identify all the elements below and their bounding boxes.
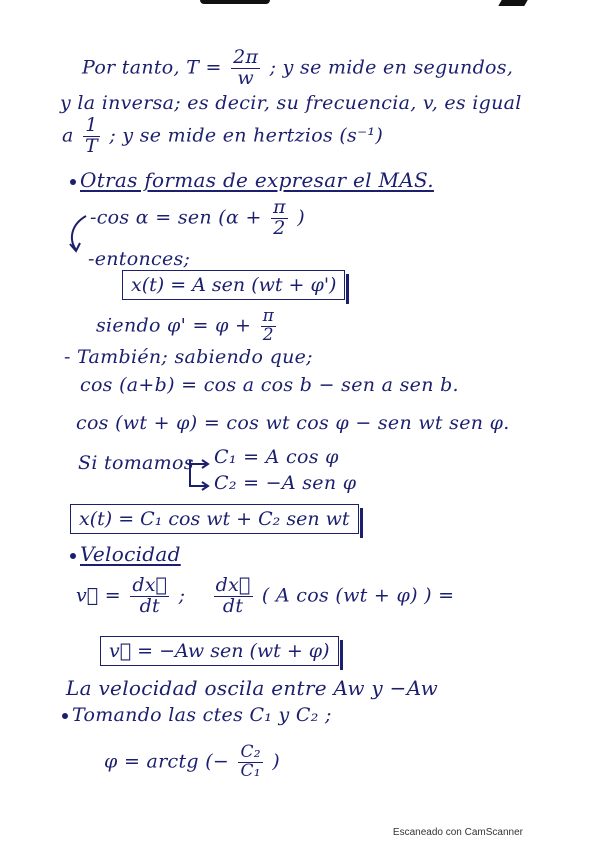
fraction-numerator: C₂ bbox=[240, 742, 261, 762]
box-shadow bbox=[360, 508, 363, 538]
equation-text: x(t) = C₁ cos wt + C₂ sen wt bbox=[79, 508, 350, 530]
bullet-dot bbox=[62, 713, 68, 719]
fraction-denominator: w bbox=[237, 66, 254, 89]
line-period bbox=[82, 48, 513, 89]
fraction bbox=[231, 48, 260, 89]
scan-artifact bbox=[498, 0, 527, 6]
fraction bbox=[238, 744, 262, 781]
line-text: ; y se mide en hertzios (s⁻¹) bbox=[109, 124, 384, 147]
heading-text: Otras formas de expresar el MAS. bbox=[80, 168, 434, 192]
line-tambien: - También; sabiendo que; bbox=[64, 346, 313, 368]
line-text: v⃗ = bbox=[76, 584, 121, 607]
fraction bbox=[214, 576, 253, 617]
line-text: ) bbox=[272, 750, 280, 773]
line-text: Si tomamos bbox=[78, 452, 194, 474]
line-text: ; bbox=[178, 584, 186, 607]
equation-text: v⃗ = −Aw sen (wt + φ) bbox=[109, 640, 330, 662]
line-text: a bbox=[62, 124, 74, 147]
scan-artifact bbox=[200, 0, 270, 4]
fraction bbox=[261, 308, 276, 345]
line-text: Por tanto, T = bbox=[82, 56, 222, 79]
fraction-denominator: dt bbox=[222, 594, 244, 617]
boxed-equation-position bbox=[122, 270, 345, 300]
fraction-numerator: dx⃗ bbox=[215, 574, 251, 596]
bracket-arrow-icon bbox=[186, 456, 216, 492]
fraction-numerator: dx⃗ bbox=[132, 574, 168, 596]
fraction-denominator: T bbox=[84, 134, 98, 157]
box-shadow bbox=[340, 640, 343, 670]
fraction-denominator: 2 bbox=[262, 324, 274, 345]
line-text: φ = arctg (− bbox=[104, 750, 230, 773]
heading-velocidad bbox=[70, 542, 181, 566]
line-entonces: -entonces; bbox=[88, 248, 191, 270]
line-frequency: y la inversa; es decir, su frecuencia, v, es igual bbox=[60, 92, 522, 114]
fraction bbox=[130, 576, 169, 617]
bullet-dot bbox=[70, 553, 76, 559]
boxed-equation-velocity bbox=[100, 636, 339, 666]
scan-top-edge bbox=[0, 0, 599, 10]
scanner-watermark: Escaneado con CamScanner bbox=[392, 827, 523, 838]
bullet-dot bbox=[70, 179, 76, 185]
line-si-tomamos bbox=[78, 452, 194, 474]
heading-text: Velocidad bbox=[80, 542, 181, 566]
fraction-denominator: C₁ bbox=[240, 760, 261, 781]
box-shadow bbox=[346, 274, 349, 304]
line-tomando-ctes bbox=[62, 704, 332, 726]
line-c2: C₂ = −A sen φ bbox=[214, 472, 357, 494]
equation-text: x(t) = A sen (wt + φ') bbox=[131, 274, 337, 296]
fraction-numerator: 1 bbox=[85, 114, 98, 136]
line-c1: C₁ = A cos φ bbox=[214, 446, 339, 468]
line-text: siendo φ' = φ + bbox=[96, 314, 252, 337]
fraction bbox=[83, 116, 100, 157]
line-text: ( A cos (wt + φ) ) = bbox=[261, 584, 455, 607]
line-text: Tomando las ctes C₁ y C₂ ; bbox=[72, 704, 332, 726]
heading-otras-formas bbox=[70, 168, 434, 192]
fraction-numerator: π bbox=[262, 306, 275, 326]
line-velocity-oscillates: La velocidad oscila entre Aw y −Aw bbox=[66, 676, 439, 700]
line-cos-identity bbox=[90, 198, 305, 239]
line-text: ; y se mide en segundos, bbox=[269, 56, 514, 79]
line-hertz bbox=[62, 116, 383, 157]
boxed-equation-c1c2 bbox=[70, 504, 359, 534]
fraction-numerator: π bbox=[273, 196, 286, 218]
line-velocity-derivative bbox=[76, 576, 454, 617]
fraction-numerator: 2π bbox=[233, 46, 259, 68]
line-expansion: cos (wt + φ) = cos wt cos φ − sen wt sen φ. bbox=[76, 412, 510, 434]
fraction-denominator: dt bbox=[139, 594, 160, 617]
fraction-denominator: 2 bbox=[273, 216, 286, 239]
line-siendo bbox=[96, 308, 279, 345]
line-phi-arctg bbox=[104, 744, 280, 781]
line-sum-formula: cos (a+b) = cos a cos b − sen a sen b. bbox=[80, 374, 459, 396]
fraction bbox=[271, 198, 288, 239]
line-text: -cos α = sen (α + bbox=[90, 206, 262, 229]
line-text: ) bbox=[297, 206, 305, 229]
